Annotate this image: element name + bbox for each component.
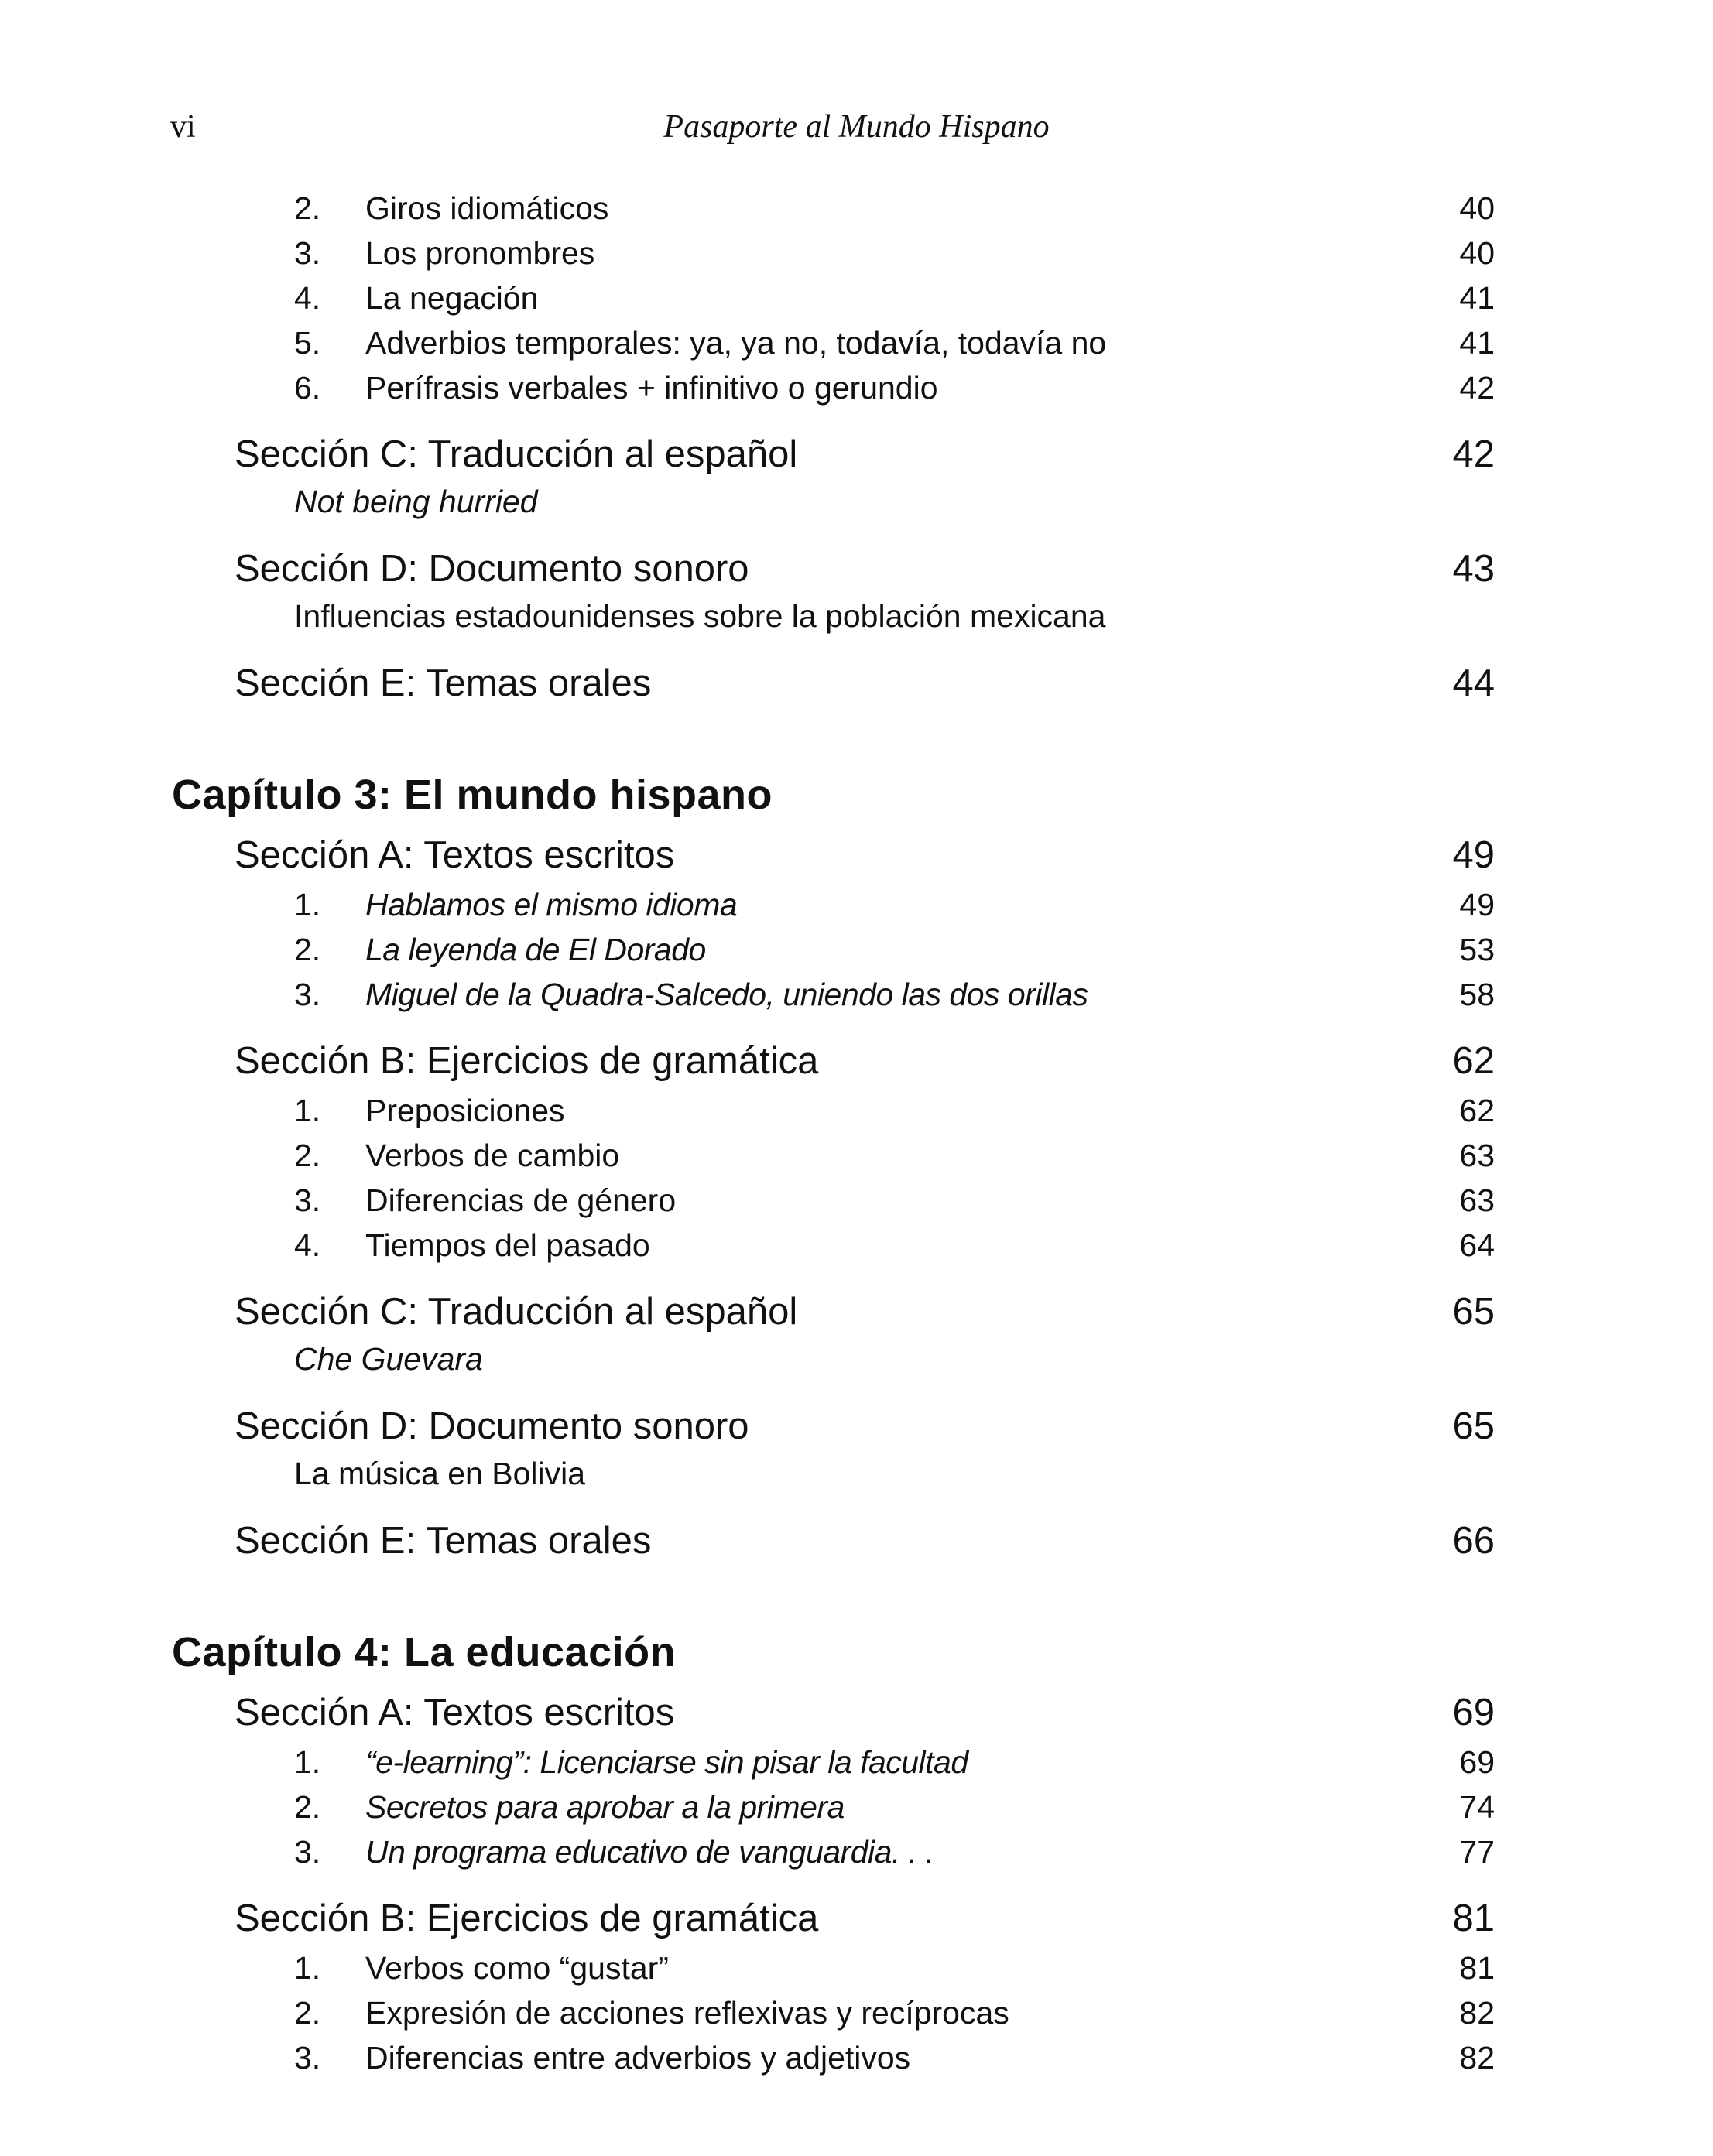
- toc-item-number: 3.: [294, 1182, 321, 1218]
- toc-item-page: 41: [1459, 325, 1495, 361]
- toc-section-subtitle: [0, 1339, 1713, 1382]
- toc-item: [0, 1178, 1713, 1223]
- toc-item-page: 41: [1459, 280, 1495, 316]
- toc-item-label: Hablamos el mismo idioma: [365, 887, 738, 922]
- toc-item-page: 42: [1459, 370, 1495, 406]
- toc-section-subtitle-text: Not being hurried: [294, 484, 538, 519]
- toc-item-label: “e-learning”: Licenciarse sin pisar la facultad: [365, 1744, 968, 1780]
- toc-item-number: 3.: [294, 1834, 321, 1870]
- toc-item: [0, 186, 1713, 231]
- toc-section-title: Sección A: Textos escritos: [235, 1692, 675, 1733]
- toc-item-label: La leyenda de El Dorado: [365, 932, 706, 967]
- toc-item-page: 63: [1459, 1182, 1495, 1218]
- toc-item-page: 81: [1459, 1950, 1495, 1986]
- toc-section: [0, 656, 1713, 710]
- toc-item-label: Los pronombres: [365, 235, 595, 271]
- toc-section-page: 66: [1452, 1520, 1495, 1562]
- toc-item: [0, 1946, 1713, 1990]
- toc-section: [0, 1891, 1713, 1946]
- toc-section: [0, 542, 1713, 596]
- toc-section-page: 44: [1452, 662, 1495, 704]
- toc-item-number: 2.: [294, 1789, 321, 1825]
- toc-item-label: Giros idiomáticos: [365, 190, 609, 226]
- toc-item-page: 69: [1459, 1744, 1495, 1780]
- toc-item: [0, 275, 1713, 320]
- toc-item-label: Perífrasis verbales + infinitivo o gerundio: [365, 370, 938, 406]
- toc-item-number: 6.: [294, 370, 321, 406]
- toc-section: [0, 1399, 1713, 1453]
- toc-item-label: Diferencias entre adverbios y adjetivos: [365, 2040, 911, 2076]
- toc-item-number: 1.: [294, 887, 321, 922]
- toc-section-page: 65: [1452, 1405, 1495, 1447]
- toc-item-page: 82: [1459, 1995, 1495, 2031]
- toc-item: [0, 1740, 1713, 1785]
- toc-item-number: 5.: [294, 325, 321, 361]
- toc-item-label: La negación: [365, 280, 539, 316]
- toc-item-number: 2.: [294, 1995, 321, 2031]
- toc-item: [0, 320, 1713, 365]
- toc-item-page: 49: [1459, 887, 1495, 922]
- toc-section-page: 49: [1452, 834, 1495, 876]
- toc-item-page: 74: [1459, 1789, 1495, 1825]
- toc-item: [0, 2035, 1713, 2080]
- toc-section: [0, 828, 1713, 882]
- toc-section-subtitle: [0, 481, 1713, 525]
- toc-section-subtitle: [0, 596, 1713, 639]
- toc-item-label: Miguel de la Quadra-Salcedo, uniendo las dos orillas: [365, 977, 1088, 1012]
- toc-item: [0, 1133, 1713, 1178]
- toc-section-page: 43: [1452, 548, 1495, 590]
- toc-section-title: Sección B: Ejercicios de gramática: [235, 1040, 819, 1082]
- toc-chapter-heading: [0, 1622, 1713, 1682]
- toc-item-number: 1.: [294, 1950, 321, 1986]
- toc-item: [0, 365, 1713, 410]
- toc-item-label: Diferencias de género: [365, 1182, 677, 1218]
- toc-item-number: 4.: [294, 280, 321, 316]
- toc-section-page: 42: [1452, 433, 1495, 475]
- toc-item-label: Expresión de acciones reflexivas y recíprocas: [365, 1995, 1009, 2031]
- toc-section-title: Sección E: Temas orales: [235, 1520, 652, 1562]
- toc-item: [0, 927, 1713, 972]
- toc-item: [0, 882, 1713, 927]
- toc-item-page: 53: [1459, 932, 1495, 967]
- toc-item-label: Un programa educativo de vanguardia. . .: [365, 1834, 934, 1870]
- toc-item-number: 3.: [294, 2040, 321, 2076]
- toc-item: [0, 1785, 1713, 1829]
- toc-section-title: Sección D: Documento sonoro: [235, 1405, 749, 1447]
- toc-item: [0, 972, 1713, 1017]
- toc-item-label: Verbos como “gustar”: [365, 1950, 669, 1986]
- toc-item: [0, 1088, 1713, 1133]
- toc-section-subtitle-text: Che Guevara: [294, 1341, 483, 1377]
- toc-section-subtitle-text: La música en Bolivia: [294, 1456, 586, 1491]
- toc-section: [0, 1285, 1713, 1339]
- toc-section-subtitle-text: Influencias estadounidenses sobre la población mexicana: [294, 598, 1106, 634]
- toc-chapter-heading: [0, 765, 1713, 825]
- toc-section-title: Sección C: Traducción al español: [235, 433, 798, 475]
- toc-item-label: Adverbios temporales: ya, ya no, todavía, todavía no: [365, 325, 1107, 361]
- toc-item-page: 64: [1459, 1227, 1495, 1263]
- toc-item-label: Preposiciones: [365, 1093, 565, 1128]
- toc-item: [0, 1990, 1713, 2035]
- toc-section-page: 81: [1452, 1898, 1495, 1939]
- toc-item-page: 77: [1459, 1834, 1495, 1870]
- toc-item-label: Verbos de cambio: [365, 1138, 620, 1173]
- toc-item-page: 58: [1459, 977, 1495, 1012]
- toc-item-page: 82: [1459, 2040, 1495, 2076]
- toc-item-page: 40: [1459, 190, 1495, 226]
- toc-section: [0, 427, 1713, 481]
- toc-item-number: 3.: [294, 235, 321, 271]
- toc-item-label: Secretos para aprobar a la primera: [365, 1789, 845, 1825]
- toc-section-title: Sección D: Documento sonoro: [235, 548, 749, 590]
- toc-section-title: Sección E: Temas orales: [235, 662, 652, 704]
- toc-item-number: 2.: [294, 932, 321, 967]
- toc-item-number: 1.: [294, 1744, 321, 1780]
- toc-item-number: 3.: [294, 977, 321, 1012]
- toc-item: [0, 231, 1713, 275]
- toc-chapter-title: Capítulo 3: El mundo hispano: [172, 772, 773, 818]
- toc-chapter-title: Capítulo 4: La educación: [172, 1629, 677, 1675]
- toc-item-label: Tiempos del pasado: [365, 1227, 650, 1263]
- toc-item-number: 2.: [294, 190, 321, 226]
- toc-item-number: 2.: [294, 1138, 321, 1173]
- toc-section-page: 62: [1452, 1040, 1495, 1082]
- toc-section-title: Sección C: Traducción al español: [235, 1291, 798, 1333]
- toc-section: [0, 1514, 1713, 1568]
- toc-section-page: 69: [1452, 1692, 1495, 1733]
- table-of-contents: [0, 186, 1713, 2080]
- toc-item: [0, 1223, 1713, 1268]
- running-title: Pasaporte al Mundo Hispano: [663, 109, 1050, 145]
- page-header: [0, 108, 1713, 163]
- toc-item-number: 1.: [294, 1093, 321, 1128]
- toc-section-subtitle: [0, 1453, 1713, 1497]
- toc-section-title: Sección A: Textos escritos: [235, 834, 675, 876]
- toc-section: [0, 1685, 1713, 1740]
- toc-item-number: 4.: [294, 1227, 321, 1263]
- toc-item: [0, 1829, 1713, 1874]
- toc-section-page: 65: [1452, 1291, 1495, 1333]
- toc-item-page: 63: [1459, 1138, 1495, 1173]
- page-number: vi: [170, 109, 196, 145]
- toc-section-title: Sección B: Ejercicios de gramática: [235, 1898, 819, 1939]
- toc-item-page: 62: [1459, 1093, 1495, 1128]
- toc-section: [0, 1034, 1713, 1088]
- toc-item-page: 40: [1459, 235, 1495, 271]
